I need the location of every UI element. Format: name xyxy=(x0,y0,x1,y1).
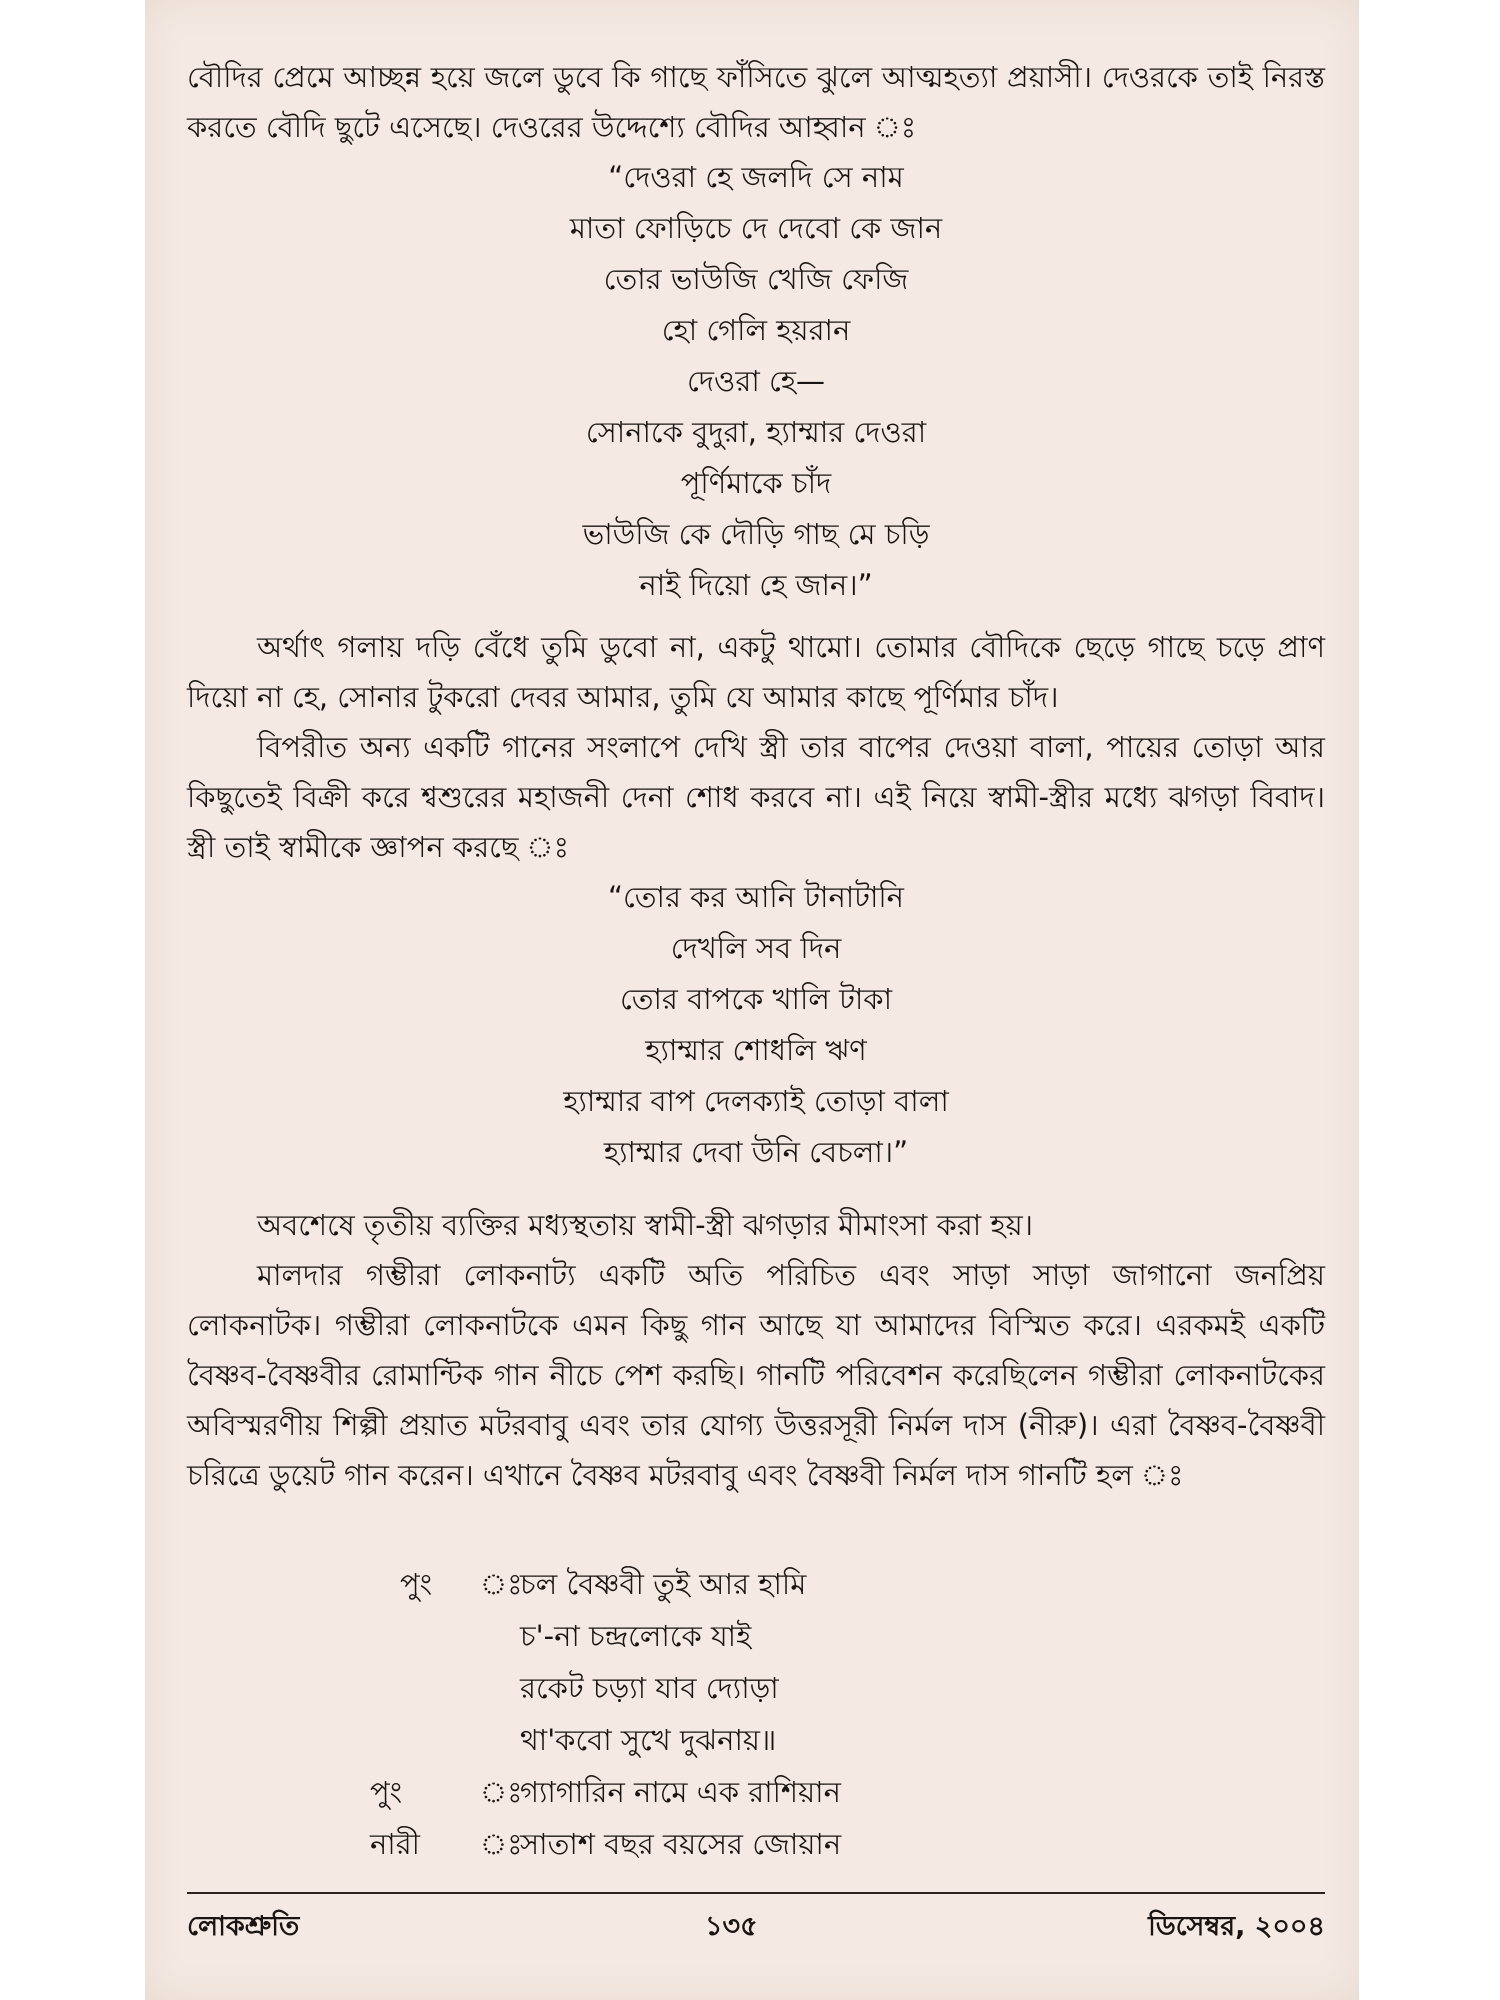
page-number: ১৩৫ xyxy=(705,1911,758,1942)
verse-line: তোর ভাউজি খেজি ফেজি xyxy=(603,262,909,296)
verse-line: “দেওরা হে জলদি সে নাম xyxy=(608,160,904,194)
song-line xyxy=(370,1766,1200,1818)
issue-date: ডিসেম্বর, ২০০৪ xyxy=(1148,1911,1325,1942)
paragraph-5: মালদার গম্ভীরা লোকনাট্য একটি অতি পরিচিত এবং সাড়া সাড়া জাগানো জনপ্রিয় লোকনাটক। গম্ভীরা লোকনাটকে এমন কিছু গান আছে যা আমাদের বিস্মিত করে। এরকমই একটি বৈষ্ণব-বৈষ্ণবীর রোমান্টিক গান নীচে পেশ করছি। গানটি পরিবেশন করেছিলেন গম্ভীরা লোকনাটকের অবিস্মরণীয় শিল্পী প্রয়াত মটরবাবু এবং তার যোগ্য উত্তরসূরী নির্মল দাস (নীরু)। এরা বৈষ্ণব-বৈষ্ণবী চরিত্রে ডুয়েট গান করেন। এখানে বৈষ্ণব মটরবাবু এবং বৈষ্ণবী নির্মল দাস গানটি হল ঃ xyxy=(187,1258,1325,1492)
paragraph-1: বৌদির প্রেমে আচ্ছন্ন হয়ে জলে ডুবে কি গাছে ফাঁসিতে ঝুলে আত্মহত্যা প্রয়াসী। দেওরকে তাই নিরস্ত করতে বৌদি ছুটে এসেছে। দেওরের উদ্দেশ্যে বৌদির আহ্বান ঃ xyxy=(187,60,1325,144)
song-line xyxy=(400,1610,1200,1662)
body-text-block-1 xyxy=(187,52,1325,152)
colon-separator: ঃ xyxy=(480,1567,523,1601)
verse-line: সোনাকে বুদুরা, হ্যাম্মার দেওরা xyxy=(585,415,927,449)
song-text: চ'-না চন্দ্রলোকে যাই xyxy=(520,1619,752,1653)
song-text: সাতাশ বছর বয়সের জোয়ান xyxy=(520,1827,842,1861)
verse-line: মাতা ফোড়িচে দে দেবো কে জান xyxy=(569,211,943,245)
song-line xyxy=(400,1558,1200,1610)
journal-name: লোকশ্রুতি xyxy=(187,1911,300,1942)
song-text: থা'কবো সুখে দুঝনায়॥ xyxy=(520,1723,777,1757)
song-text: রকেট চড়্যা যাব দ্যোড়া xyxy=(520,1671,779,1705)
song-text: গ্যাগারিন নামে এক রাশিয়ান xyxy=(520,1775,841,1809)
verse-block-1 xyxy=(187,152,1325,611)
verse-line: হ্যাম্মার বাপ দেলক্যাই তোড়া বালা xyxy=(563,1084,949,1118)
song-line xyxy=(370,1818,1200,1870)
colon-separator: ঃ xyxy=(480,1827,523,1861)
verse-block-2 xyxy=(187,872,1325,1178)
verse-line: “তোর কর আনি টানাটানি xyxy=(608,880,904,914)
colon-separator: ঃ xyxy=(480,1775,523,1809)
song-line xyxy=(400,1714,1200,1766)
verse-line: হ্যাম্মার দেবা উনি বেচলা।” xyxy=(603,1135,909,1169)
body-text-block-3 xyxy=(187,1200,1325,1500)
footer-rule xyxy=(187,1892,1325,1894)
verse-line: হো গেলি হয়রান xyxy=(661,313,851,347)
paragraph-2: অর্থাৎ গলায় দড়ি বেঁধে তুমি ডুবো না, একটু থামো। তোমার বৌদিকে ছেড়ে গাছে চড়ে প্রাণ দিয়ো না হে, সোনার টুকরো দেবর আমার, তুমি যে আমার কাছে পূর্ণিমার চাঁদ। xyxy=(187,630,1325,714)
book-page xyxy=(145,0,1359,2000)
verse-line: দেখলি সব দিন xyxy=(670,931,842,965)
song-text: চল বৈষ্ণবী তুই আর হামি xyxy=(520,1567,807,1601)
speaker-label: পুং xyxy=(370,1775,403,1809)
paragraph-4: অবশেষে তৃতীয় ব্যক্তির মধ্যস্থতায় স্বামী-স্ত্রী ঝগড়ার মীমাংসা করা হয়। xyxy=(257,1208,1034,1242)
body-text-block-2 xyxy=(187,622,1325,872)
verse-line: হ্যাম্মার শোধলি ঋণ xyxy=(645,1033,867,1067)
verse-line: দেওরা হে— xyxy=(687,364,825,398)
verse-line: নাই দিয়ো হে জান।” xyxy=(639,568,873,602)
speaker-label: পুং xyxy=(400,1567,433,1601)
verse-line: ভাউজি কে দৌড়ি গাছ মে চড়ি xyxy=(582,517,930,551)
speaker-label: নারী xyxy=(370,1827,420,1861)
verse-line: তোর বাপকে খালি টাকা xyxy=(620,982,892,1016)
song-line xyxy=(400,1662,1200,1714)
paragraph-3: বিপরীত অন্য একটি গানের সংলাপে দেখি স্ত্রী তার বাপের দেওয়া বালা, পায়ের তোড়া আর কিছুতেই বিক্রী করে শ্বশুরের মহাজনী দেনা শোধ করবে না। এই নিয়ে স্বামী-স্ত্রীর মধ্যে ঝগড়া বিবাদ। স্ত্রী তাই স্বামীকে জ্ঞাপন করছে ঃ xyxy=(187,730,1325,864)
verse-line: পূর্ণিমাকে চাঁদ xyxy=(680,466,832,500)
song-dialogue xyxy=(370,1558,1200,1870)
